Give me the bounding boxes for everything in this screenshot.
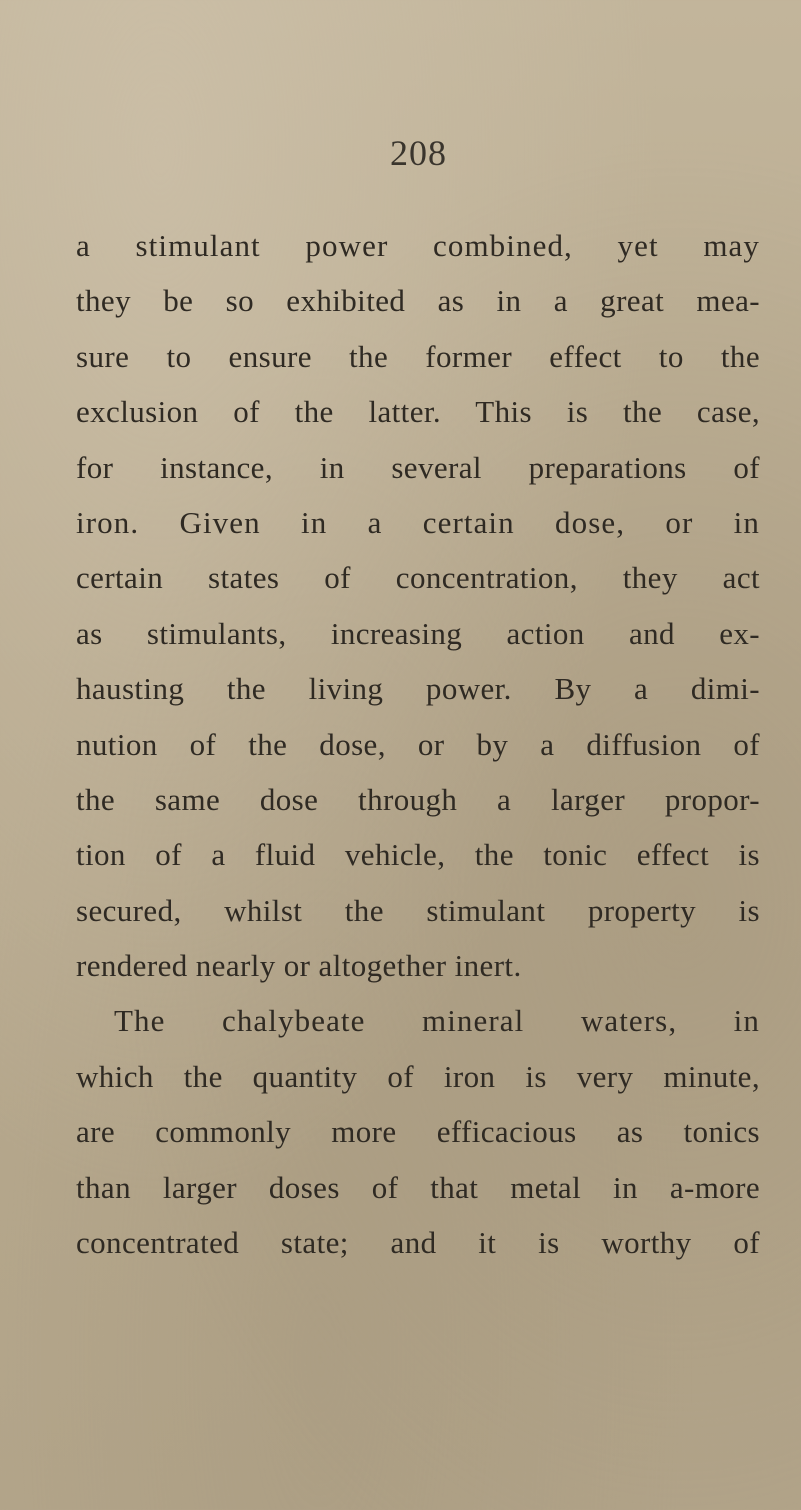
text-line: they be so exhibited as in a great mea- bbox=[76, 283, 760, 319]
text-line: are commonly more efficacious as tonics bbox=[76, 1114, 760, 1150]
text-line: tion of a fluid vehicle, the tonic effect is bbox=[76, 837, 760, 873]
text-line: certain states of concentration, they act bbox=[76, 560, 760, 596]
text-line: as stimulants, increasing action and ex- bbox=[76, 615, 760, 651]
text-line: than larger doses of that metal in a-more bbox=[76, 1169, 760, 1205]
text-line: the same dose through a larger propor- bbox=[76, 781, 760, 817]
text-line: exclusion of the latter. This is the case, bbox=[76, 394, 760, 430]
text-line: hausting the living power. By a dimi- bbox=[76, 671, 760, 707]
body-text bbox=[76, 218, 760, 1270]
text-line: for instance, in several preparations of bbox=[76, 449, 760, 485]
text-line: a stimulant power combined, yet may bbox=[76, 228, 760, 263]
text-line: concentrated state; and it is worthy of bbox=[76, 1225, 760, 1261]
text-line: which the quantity of iron is very minute, bbox=[76, 1058, 760, 1094]
page-number: 208 bbox=[390, 133, 447, 173]
text-line: secured, whilst the stimulant property is bbox=[76, 892, 760, 928]
text-line: rendered nearly or altogether inert. bbox=[76, 948, 522, 984]
paragraph-first-line: The chalybeate mineral waters, in bbox=[114, 1003, 760, 1039]
text-line: nution of the dose, or by a diffusion of bbox=[76, 726, 760, 762]
text-line: iron. Given in a certain dose, or in bbox=[76, 504, 760, 540]
text-line: sure to ensure the former effect to the bbox=[76, 338, 760, 374]
